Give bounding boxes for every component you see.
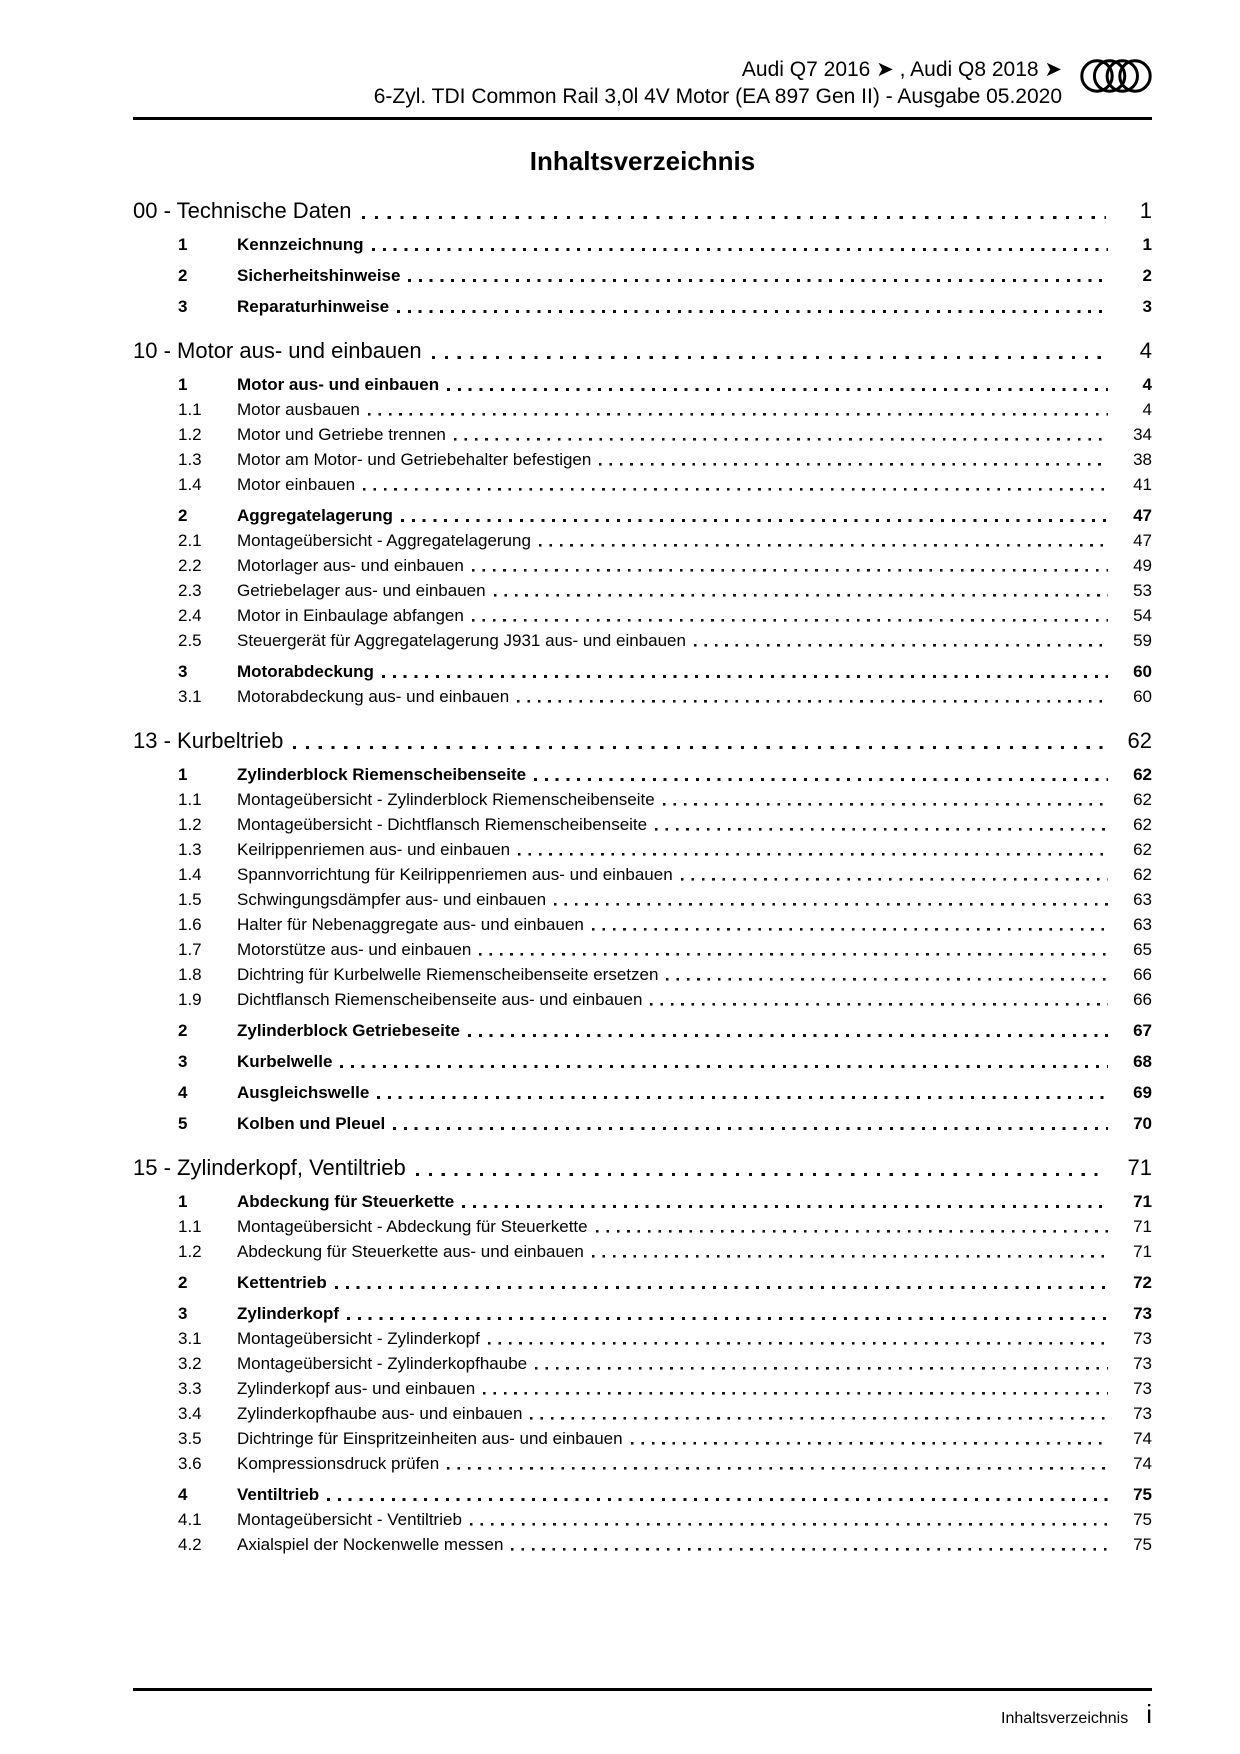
toc-entry-number: 5 (178, 1114, 188, 1133)
toc-entry-title: Halter für Nebenaggregate aus- und einbauen (237, 915, 584, 934)
toc-entry-row (133, 1327, 1152, 1350)
toc-entry-number: 2 (178, 506, 188, 525)
toc-entry-number: 1 (178, 375, 188, 394)
toc-entry-number: 3.6 (178, 1454, 202, 1473)
toc-entry-number: 1.1 (178, 790, 202, 809)
toc-entry-title: Ventiltrieb (237, 1485, 320, 1504)
toc-entry-row (133, 1081, 1152, 1104)
toc-entry-number: 3.5 (178, 1429, 202, 1448)
toc-entry-row (133, 373, 1152, 396)
toc-entry-row (133, 963, 1152, 986)
toc-entry-title: Schwingungsdämpfer aus- und einbauen (237, 890, 547, 909)
toc-entry-row (133, 629, 1152, 652)
toc-page-number: 71 (1133, 1217, 1152, 1236)
toc-entry-number: 2.2 (178, 556, 202, 575)
dot-leader (483, 1377, 1108, 1400)
toc-entry-row (133, 1508, 1152, 1531)
dot-leader (681, 863, 1108, 886)
dot-leader (472, 554, 1108, 577)
toc-page-number: 4 (1139, 338, 1152, 363)
toc-page-number: 73 (1133, 1404, 1152, 1423)
toc-entry-row (133, 938, 1152, 961)
toc-page-number: 71 (1133, 1192, 1152, 1211)
toc-page-number: 62 (1133, 865, 1152, 884)
dot-leader (663, 788, 1108, 811)
dot-leader (518, 838, 1108, 861)
toc-entry-title: Motor ausbauen (237, 400, 360, 419)
toc-page-number: 1 (1139, 198, 1152, 223)
toc-chapter-label: 10 - Motor aus- und einbauen (133, 338, 422, 363)
toc-page-number: 74 (1133, 1454, 1152, 1473)
toc-entry-number: 3.4 (178, 1404, 202, 1423)
toc-entry-number: 1.6 (178, 915, 202, 934)
dot-leader (511, 1533, 1108, 1556)
toc-entry-row (133, 1019, 1152, 1042)
dot-leader (362, 197, 1106, 225)
toc-entry-number: 1.3 (178, 840, 202, 859)
toc-entry-title: Montageübersicht - Zylinderkopf (237, 1329, 480, 1348)
dot-leader (539, 529, 1108, 552)
toc-entry-row (133, 1352, 1152, 1375)
toc-entry-title: Steuergerät für Aggregatelagerung J931 aus- und einbauen (237, 631, 686, 650)
toc-entry-number: 3 (178, 1052, 188, 1071)
toc-entry-number: 2 (178, 1021, 188, 1040)
toc-page-number: 73 (1133, 1354, 1152, 1373)
toc-entry-row (133, 763, 1152, 786)
footer-label: Inhaltsverzeichnis (1001, 1710, 1129, 1727)
toc-entry-title: Motor in Einbaulage abfangen (237, 606, 464, 625)
toc-page-number: 53 (1133, 581, 1152, 600)
toc-entry-title: Montageübersicht - Dichtflansch Riemenscheibenseite (237, 815, 648, 834)
toc-page-number: 54 (1133, 606, 1152, 625)
toc-entry-title: Dichtflansch Riemenscheibenseite aus- und einbauen (237, 990, 643, 1009)
toc-page-number: 74 (1133, 1429, 1152, 1448)
dot-leader (631, 1427, 1108, 1450)
toc-entry-number: 3 (178, 297, 188, 316)
dot-leader (432, 337, 1106, 365)
toc-entry-number: 1.8 (178, 965, 202, 984)
toc-entry-number: 2.3 (178, 581, 202, 600)
toc-entry-title: Montageübersicht - Zylinderblock Riemenscheibenseite (237, 790, 655, 809)
toc-entry-number: 1.7 (178, 940, 202, 959)
toc-page-number: 60 (1133, 687, 1152, 706)
toc-entry-number: 3 (178, 1304, 188, 1323)
page-footer (133, 1688, 1152, 1730)
page-title: Inhaltsverzeichnis (529, 146, 756, 176)
toc-page-number: 4 (1142, 400, 1152, 419)
toc-entry-title: Kompressionsdruck prüfen (237, 1454, 440, 1473)
dot-leader (335, 1271, 1108, 1294)
toc-page-number: 75 (1133, 1510, 1152, 1529)
toc-entry-row (133, 1377, 1152, 1400)
toc-entry-title: Zylinderkopfhaube aus- und einbauen (237, 1404, 523, 1423)
toc-entry-row (133, 1302, 1152, 1325)
toc-entry-title: Aggregatelagerung (237, 506, 393, 525)
toc-entry-row (133, 1215, 1152, 1238)
dot-leader (479, 938, 1108, 961)
toc-entry-number: 4.1 (178, 1510, 202, 1529)
toc-entry-row (133, 988, 1152, 1011)
toc-page-number: 34 (1133, 425, 1152, 444)
dot-leader (468, 1019, 1108, 1042)
dot-leader (470, 1508, 1108, 1531)
toc-entry-row (133, 788, 1152, 811)
toc-entry-row (133, 1483, 1152, 1506)
dot-leader (535, 1352, 1108, 1375)
toc-entry-number: 1.2 (178, 815, 202, 834)
toc-page-number: 62 (1133, 790, 1152, 809)
audi-rings-icon (1080, 58, 1152, 94)
toc-entry-row (133, 1533, 1152, 1556)
toc-page-number: 62 (1133, 765, 1152, 784)
toc-entry-title: Dichtring für Kurbelwelle Riemenscheibenseite ersetzen (237, 965, 659, 984)
toc-entry-title: Motor einbauen (237, 475, 356, 494)
toc-entry-row (133, 264, 1152, 287)
toc-entry-number: 1.1 (178, 400, 202, 419)
toc-entry-number: 1.2 (178, 1242, 202, 1261)
dot-leader (666, 963, 1108, 986)
dot-leader (416, 1154, 1106, 1182)
toc-entry-number: 4.2 (178, 1535, 202, 1554)
toc-entry-row (133, 233, 1152, 256)
toc-entry-title: Kurbelwelle (237, 1052, 333, 1071)
toc-entry-title: Ausgleichswelle (237, 1083, 370, 1102)
toc-chapter-row (133, 337, 1152, 365)
toc-entry-number: 1 (178, 1192, 188, 1211)
toc-entry-title: Motor und Getriebe trennen (237, 425, 446, 444)
dot-leader (363, 473, 1108, 496)
toc-chapter-label: 13 - Kurbeltrieb (133, 728, 284, 753)
toc-page-number: 1 (1142, 235, 1152, 254)
toc-entry-title: Zylinderkopf (237, 1304, 340, 1323)
toc-entry-row (133, 1190, 1152, 1213)
dot-leader (592, 913, 1108, 936)
toc-entry-title: Zylinderblock Riemenscheibenseite (237, 765, 527, 784)
dot-leader (694, 629, 1108, 652)
dot-leader (397, 295, 1108, 318)
toc-entry-number: 2 (178, 266, 188, 285)
toc-entry-number: 2.5 (178, 631, 202, 650)
toc-page-number: 63 (1133, 890, 1152, 909)
toc-entry-title: Montageübersicht - Ventiltrieb (237, 1510, 462, 1529)
dot-leader (517, 685, 1108, 708)
toc-entry-row (133, 448, 1152, 471)
toc-chapter-row (133, 1154, 1152, 1182)
toc-entry-title: Kennzeichnung (237, 235, 364, 254)
toc-page-number: 49 (1133, 556, 1152, 575)
toc-page-number: 67 (1133, 1021, 1152, 1040)
toc-page-number: 73 (1133, 1304, 1152, 1323)
toc-entry-title: Motorabdeckung aus- und einbauen (237, 687, 510, 706)
toc-entry-number: 3.1 (178, 1329, 202, 1348)
toc-entry-number: 2 (178, 1273, 188, 1292)
toc-page-number: 2 (1142, 266, 1152, 285)
dot-leader (372, 233, 1108, 256)
dot-leader (447, 1452, 1108, 1475)
toc-entry-row (133, 473, 1152, 496)
toc-entry-number: 3.2 (178, 1354, 202, 1373)
toc-entry-row (133, 1050, 1152, 1073)
dot-leader (293, 727, 1106, 755)
toc-page-number: 47 (1133, 506, 1152, 525)
toc-page-number: 41 (1133, 475, 1152, 494)
toc-entry-title: Dichtringe für Einspritzeinheiten aus- und einbauen (237, 1429, 623, 1448)
toc-entry-row (133, 1452, 1152, 1475)
dot-leader (488, 1327, 1108, 1350)
toc-entry-number: 4 (178, 1485, 188, 1504)
toc-entry-title: Montageübersicht - Aggregatelagerung (237, 531, 531, 550)
toc-entry-title: Keilrippenriemen aus- und einbauen (237, 840, 511, 859)
table-of-contents (133, 197, 1152, 1556)
toc-entry-title: Abdeckung für Steuerkette (237, 1192, 455, 1211)
dot-leader (592, 1240, 1108, 1263)
toc-page-number: 71 (1127, 1155, 1152, 1180)
toc-entry-row (133, 529, 1152, 552)
toc-page-number: 38 (1133, 450, 1152, 469)
dot-leader (530, 1402, 1108, 1425)
dot-leader (393, 1112, 1108, 1135)
toc-entry-number: 1.4 (178, 475, 202, 494)
dot-leader (454, 423, 1108, 446)
toc-page-number: 66 (1133, 990, 1152, 1009)
dot-leader (377, 1081, 1108, 1104)
toc-page-number: 75 (1133, 1485, 1152, 1504)
toc-entry-row (133, 813, 1152, 836)
toc-entry-title: Motor am Motor- und Getriebehalter befestigen (237, 450, 592, 469)
toc-entry-title: Axialspiel der Nockenwelle messen (237, 1535, 504, 1554)
header-engine-line: 6-Zyl. TDI Common Rail 3,0l 4V Motor (EA 897 Gen II) - Ausgabe 05.2020 (373, 85, 1062, 108)
toc-entry-title: Kettentrieb (237, 1273, 327, 1292)
toc-entry-title: Kolben und Pleuel (237, 1114, 386, 1133)
dot-leader (382, 660, 1108, 683)
toc-entry-row (133, 660, 1152, 683)
dot-leader (650, 988, 1108, 1011)
toc-entry-title: Montageübersicht - Abdeckung für Steuerkette (237, 1217, 588, 1236)
toc-entry-title: Motorlager aus- und einbauen (237, 556, 464, 575)
toc-entry-number: 1.1 (178, 1217, 202, 1236)
toc-entry-row (133, 888, 1152, 911)
toc-entry-number: 3.3 (178, 1379, 202, 1398)
toc-entry-row (133, 838, 1152, 861)
toc-entry-row (133, 604, 1152, 627)
toc-entry-row (133, 1240, 1152, 1263)
dot-leader (596, 1215, 1108, 1238)
toc-entry-title: Motor aus- und einbauen (237, 375, 440, 394)
toc-entry-row (133, 913, 1152, 936)
header-text (374, 56, 1062, 110)
toc-entry-row (133, 863, 1152, 886)
toc-entry-row (133, 398, 1152, 421)
toc-entry-number: 2.4 (178, 606, 202, 625)
dot-leader (655, 813, 1108, 836)
toc-entry-title: Getriebelager aus- und einbauen (237, 581, 486, 600)
dot-leader (534, 763, 1108, 786)
toc-entry-row (133, 685, 1152, 708)
toc-page-number: 65 (1133, 940, 1152, 959)
toc-page-number: 47 (1133, 531, 1152, 550)
dot-leader (494, 579, 1108, 602)
toc-page-number: 62 (1133, 840, 1152, 859)
toc-chapter-label: 00 - Technische Daten (133, 198, 352, 223)
toc-page-number: 73 (1133, 1379, 1152, 1398)
toc-entry-title: Abdeckung für Steuerkette aus- und einbauen (237, 1242, 584, 1261)
toc-entry-row (133, 1112, 1152, 1135)
toc-entry-number: 1.5 (178, 890, 202, 909)
toc-entry-title: Motorabdeckung (237, 662, 374, 681)
toc-page-number: 62 (1127, 728, 1152, 753)
toc-page-number: 66 (1133, 965, 1152, 984)
toc-entry-number: 1.3 (178, 450, 202, 469)
dot-leader (347, 1302, 1108, 1325)
toc-entry-number: 3.1 (178, 687, 202, 706)
toc-entry-row (133, 554, 1152, 577)
toc-page-number: 60 (1133, 662, 1152, 681)
toc-entry-number: 1.9 (178, 990, 202, 1009)
dot-leader (408, 264, 1108, 287)
header-models: Audi Q7 2016 ➤ , Audi Q8 2018 ➤ (741, 58, 1062, 81)
toc-entry-title: Spannvorrichtung für Keilrippenriemen aus- und einbauen (237, 865, 673, 884)
toc-chapter-row (133, 197, 1152, 225)
toc-entry-title: Reparaturhinweise (237, 297, 390, 316)
dot-leader (401, 504, 1108, 527)
toc-page-number: 4 (1142, 375, 1152, 394)
toc-entry-row (133, 1427, 1152, 1450)
page-header (133, 56, 1152, 120)
toc-entry-number: 2.1 (178, 531, 202, 550)
toc-page-number: 72 (1133, 1273, 1152, 1292)
toc-chapter-label: 15 - Zylinderkopf, Ventiltrieb (133, 1155, 406, 1180)
toc-page-number: 71 (1133, 1242, 1152, 1261)
dot-leader (599, 448, 1108, 471)
dot-leader (447, 373, 1108, 396)
toc-page-number: 75 (1133, 1535, 1152, 1554)
toc-entry-number: 1.2 (178, 425, 202, 444)
toc-chapter-row (133, 727, 1152, 755)
toc-entry-title: Montageübersicht - Zylinderkopfhaube (237, 1354, 528, 1373)
toc-entry-number: 1 (178, 235, 188, 254)
toc-entry-row (133, 579, 1152, 602)
toc-page-number: 69 (1133, 1083, 1152, 1102)
toc-entry-row (133, 1271, 1152, 1294)
toc-page-number: 59 (1133, 631, 1152, 650)
dot-leader (340, 1050, 1108, 1073)
dot-leader (472, 604, 1108, 627)
toc-page-number: 3 (1142, 297, 1152, 316)
toc-entry-title: Zylinderblock Getriebeseite (237, 1021, 460, 1040)
toc-entry-number: 4 (178, 1083, 188, 1102)
toc-entry-title: Sicherheitshinweise (237, 266, 401, 285)
toc-entry-row (133, 504, 1152, 527)
toc-entry-number: 1 (178, 765, 188, 784)
toc-entry-title: Motorstütze aus- und einbauen (237, 940, 472, 959)
dot-leader (554, 888, 1108, 911)
toc-page-number: 62 (1133, 815, 1152, 834)
toc-page-number: 73 (1133, 1329, 1152, 1348)
toc-entry-number: 1.4 (178, 865, 202, 884)
toc-entry-row (133, 295, 1152, 318)
toc-page-number: 63 (1133, 915, 1152, 934)
toc-entry-title: Zylinderkopf aus- und einbauen (237, 1379, 476, 1398)
dot-leader (327, 1483, 1108, 1506)
footer-page-number: i (1146, 1699, 1152, 1729)
toc-entry-number: 3 (178, 662, 188, 681)
dot-leader (368, 398, 1108, 421)
toc-page-number: 68 (1133, 1052, 1152, 1071)
toc-page-number: 70 (1133, 1114, 1152, 1133)
toc-entry-row (133, 423, 1152, 446)
dot-leader (462, 1190, 1108, 1213)
toc-entry-row (133, 1402, 1152, 1425)
